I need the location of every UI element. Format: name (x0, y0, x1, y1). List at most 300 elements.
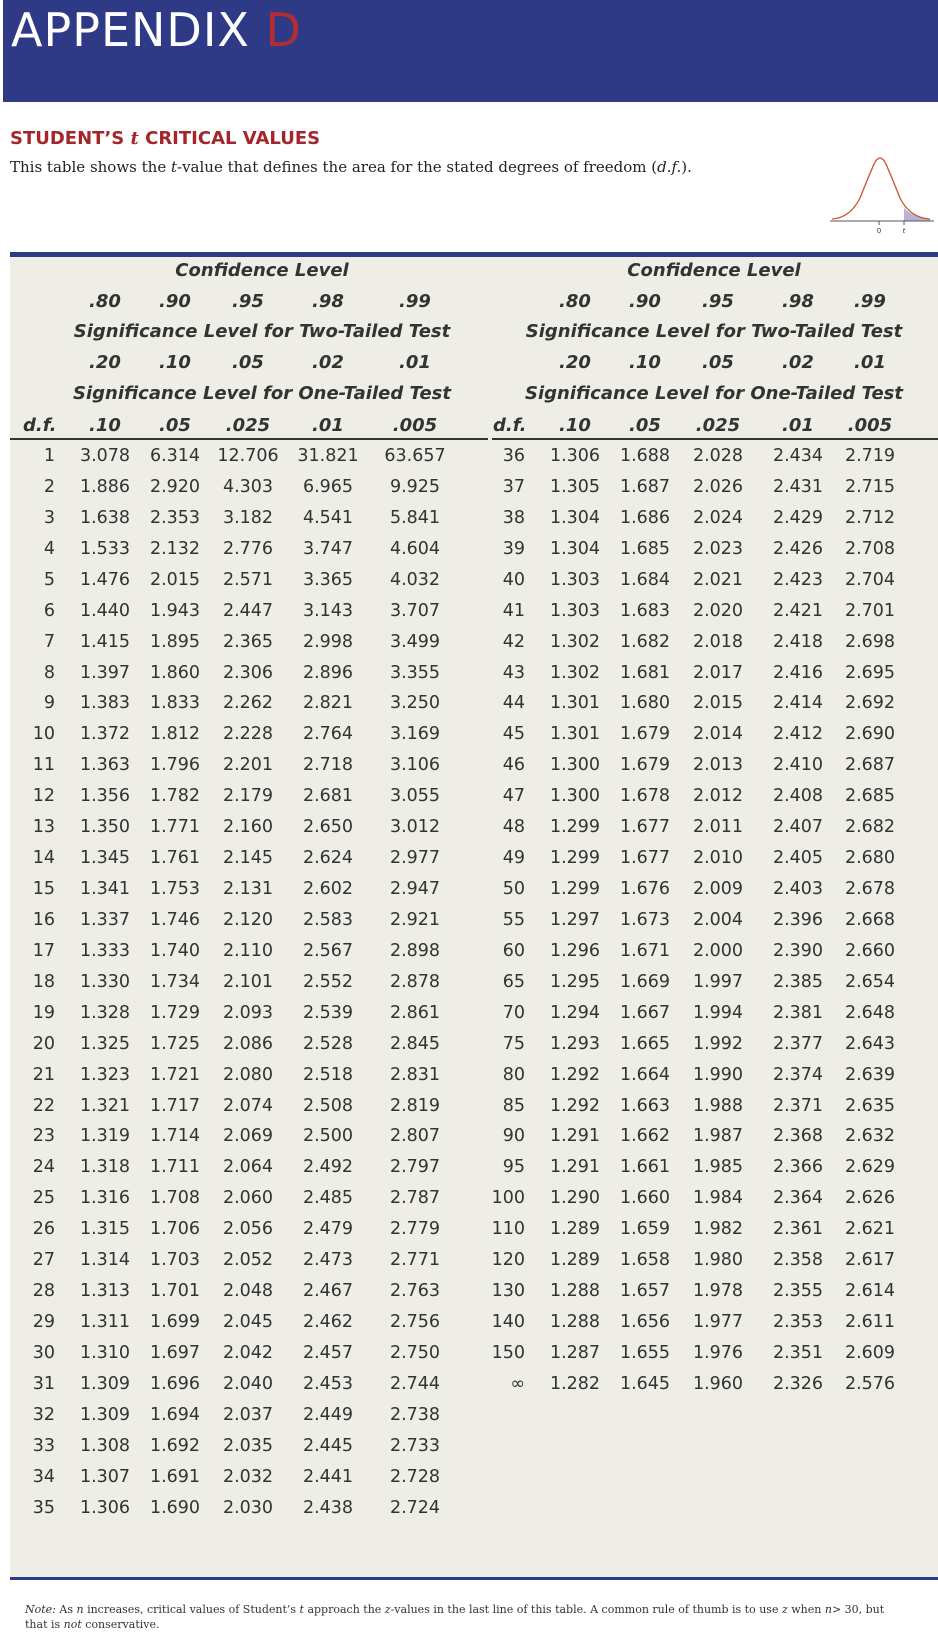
df-value: 45 (502, 724, 525, 745)
table-cell: 2.030 (222, 1497, 274, 1518)
table-cell: 1.306 (79, 1497, 131, 1518)
table-cell: 1.992 (692, 1033, 744, 1054)
table-cell: 1.699 (149, 1312, 201, 1333)
table-cell: 1.300 (549, 786, 601, 807)
table-cell: 2.609 (844, 1342, 896, 1363)
table-cell: 2.718 (302, 755, 354, 776)
table-cell: 1.708 (149, 1188, 201, 1209)
right-two-tailed-value: .02 (782, 352, 814, 373)
table-cell: 2.861 (389, 1002, 441, 1023)
df-value: 90 (502, 1126, 525, 1147)
table-cell: 1.683 (619, 600, 671, 621)
table-cell: 1.319 (79, 1126, 131, 1147)
table-cell: 1.301 (549, 693, 601, 714)
df-value: 80 (502, 1064, 525, 1085)
left-two-tailed-value: .05 (232, 352, 264, 373)
table-cell: 1.721 (149, 1064, 201, 1085)
section-title-t: t (130, 128, 139, 149)
df-value: 7 (43, 631, 55, 652)
table-cell: 2.004 (692, 909, 744, 930)
table-cell: 2.017 (692, 662, 744, 683)
table-cell: 1.978 (692, 1281, 744, 1302)
table-cell: 2.423 (772, 569, 824, 590)
table-cell: 2.093 (222, 1002, 274, 1023)
table-cell: 1.796 (149, 755, 201, 776)
table-cell: 1.984 (692, 1188, 744, 1209)
table-cell: 2.779 (389, 1219, 441, 1240)
table-cell: 2.355 (772, 1281, 824, 1302)
table-cell: 2.845 (389, 1033, 441, 1054)
table-cell: 63.657 (384, 446, 446, 466)
table-cell: 6.314 (149, 446, 201, 466)
df-value: 55 (502, 909, 525, 930)
table-cell: 2.009 (692, 879, 744, 900)
table-cell: 2.639 (844, 1064, 896, 1085)
table-cell: 2.621 (844, 1219, 896, 1240)
table-cell: 2.011 (692, 817, 744, 838)
table-cell: 1.663 (619, 1095, 671, 1116)
table-cell: 3.143 (302, 600, 354, 621)
df-value: 47 (502, 786, 525, 807)
table-cell: 2.763 (389, 1281, 441, 1302)
left-confidence-value: .95 (232, 291, 264, 312)
section-title-post: CRITICAL VALUES (138, 128, 321, 149)
table-cell: 1.860 (149, 662, 201, 683)
table-cell: 2.635 (844, 1095, 896, 1116)
right-one-tailed-value: .005 (847, 415, 893, 436)
table-cell: 2.381 (772, 1002, 824, 1023)
table-cell: 2.821 (302, 693, 354, 714)
table-cell: 2.485 (302, 1188, 354, 1209)
table-cell: 1.307 (79, 1466, 131, 1487)
right-confidence-value: .90 (629, 291, 661, 312)
table-cell: 2.080 (222, 1064, 274, 1085)
table-cell: 2.738 (389, 1404, 441, 1425)
table-cell: 1.645 (619, 1373, 671, 1394)
table-cell: 1.703 (149, 1250, 201, 1271)
table-cell: 2.467 (302, 1281, 354, 1302)
table-cell: 6.965 (302, 476, 354, 497)
table-cell: 2.462 (302, 1312, 354, 1333)
table-cell: 2.508 (302, 1095, 354, 1116)
table-cell: 2.048 (222, 1281, 274, 1302)
df-value: 33 (32, 1435, 55, 1456)
df-value: 48 (502, 817, 525, 838)
df-value: 29 (32, 1312, 55, 1333)
table-cell: 2.715 (844, 476, 896, 497)
table-cell: 2.878 (389, 971, 441, 992)
left-confidence-value: .90 (159, 291, 191, 312)
table-cell: 2.712 (844, 507, 896, 528)
table-cell: 3.182 (222, 507, 274, 528)
table-cell: 2.724 (389, 1497, 441, 1518)
table-cell: 2.632 (844, 1126, 896, 1147)
table-cell: 2.449 (302, 1404, 354, 1425)
table-cell: 2.412 (772, 724, 824, 745)
table-cell: 1.363 (79, 755, 131, 776)
table-cell: 1.299 (549, 879, 601, 900)
table-cell: 4.604 (389, 538, 441, 559)
table-cell: 2.326 (772, 1373, 824, 1394)
table-cell: 3.012 (389, 817, 441, 838)
table-cell: 31.821 (297, 446, 359, 466)
table-cell: 2.629 (844, 1157, 896, 1178)
table-cell: 1.287 (549, 1342, 601, 1363)
left-one-tailed-value: .025 (225, 415, 271, 436)
table-cell: 1.291 (549, 1126, 601, 1147)
table-cell: 1.690 (149, 1497, 201, 1518)
table-cell: 2.539 (302, 1002, 354, 1023)
left-one-tailed-heading: Significance Level for One-Tailed Test (73, 383, 451, 404)
table-cell: 1.682 (619, 631, 671, 652)
table-cell: 1.306 (549, 446, 601, 466)
table-cell: 2.704 (844, 569, 896, 590)
df-value: 34 (32, 1466, 55, 1487)
table-cell: 1.309 (79, 1404, 131, 1425)
table-cell: 2.626 (844, 1188, 896, 1209)
table-cell: 1.679 (619, 724, 671, 745)
df-value: 32 (32, 1404, 55, 1425)
table-cell: 1.313 (79, 1281, 131, 1302)
table-cell: 3.707 (389, 600, 441, 621)
table-cell: 2.695 (844, 662, 896, 683)
table-cell: 2.364 (772, 1188, 824, 1209)
df-value: 1 (43, 446, 55, 466)
table-cell: 1.333 (79, 940, 131, 961)
table-cell: 2.492 (302, 1157, 354, 1178)
right-confidence-value: .80 (559, 291, 591, 312)
table-cell: 2.416 (772, 662, 824, 683)
table-cell: 1.297 (549, 909, 601, 930)
table-cell: 2.898 (389, 940, 441, 961)
table-cell: 1.660 (619, 1188, 671, 1209)
table-cell: 1.895 (149, 631, 201, 652)
table-cell: 1.290 (549, 1188, 601, 1209)
right-one-tailed-value: .01 (782, 415, 814, 436)
table-cell: 2.668 (844, 909, 896, 930)
appendix-title-main: APPENDIX (11, 3, 266, 57)
table-cell: 1.299 (549, 817, 601, 838)
table-cell: 2.358 (772, 1250, 824, 1271)
right-two-tailed-heading: Significance Level for Two-Tailed Test (525, 321, 903, 342)
table-cell: 2.602 (302, 879, 354, 900)
table-cell: 1.303 (549, 569, 601, 590)
table-cell: 1.694 (149, 1404, 201, 1425)
right-df-heading: d.f. (493, 415, 527, 436)
appendix-letter: D (265, 3, 302, 57)
table-cell: 1.638 (79, 507, 131, 528)
table-cell: 2.576 (844, 1373, 896, 1394)
left-one-tailed-value: .01 (312, 415, 344, 436)
table-cell: 1.299 (549, 848, 601, 869)
df-value: 120 (491, 1250, 525, 1271)
table-cell: 1.316 (79, 1188, 131, 1209)
table-cell: 1.761 (149, 848, 201, 869)
table-cell: 2.405 (772, 848, 824, 869)
table-cell: 2.764 (302, 724, 354, 745)
table-cell: 1.673 (619, 909, 671, 930)
table-cell: 2.807 (389, 1126, 441, 1147)
table-cell: 2.021 (692, 569, 744, 590)
table-cell: 1.397 (79, 662, 131, 683)
table-cell: 2.408 (772, 786, 824, 807)
table-cell: 2.015 (149, 569, 201, 590)
table-cell: 1.289 (549, 1250, 601, 1271)
right-confidence-value: .98 (782, 291, 814, 312)
df-value: 20 (32, 1033, 55, 1054)
right-two-tailed-value: .10 (629, 352, 661, 373)
table-cell: 2.366 (772, 1157, 824, 1178)
left-one-tailed-value: .10 (89, 415, 121, 436)
df-value: 2 (43, 476, 55, 497)
table-cell: 1.440 (79, 600, 131, 621)
table-cell: 9.925 (389, 476, 441, 497)
table-cell: 1.725 (149, 1033, 201, 1054)
table-cell: 1.943 (149, 600, 201, 621)
appendix-banner (3, 0, 938, 102)
table-cell: 1.325 (79, 1033, 131, 1054)
df-value: 42 (502, 631, 525, 652)
table-cell: 2.120 (222, 909, 274, 930)
df-value: 130 (491, 1281, 525, 1302)
table-cell: 3.365 (302, 569, 354, 590)
table-cell: 1.688 (619, 446, 671, 466)
left-confidence-level-heading: Confidence Level (175, 260, 349, 281)
table-cell: 2.744 (389, 1373, 441, 1394)
table-cell: 1.746 (149, 909, 201, 930)
table-cell: 2.013 (692, 755, 744, 776)
table-cell: 1.321 (79, 1095, 131, 1116)
table-cell: 1.655 (619, 1342, 671, 1363)
table-cell: 2.733 (389, 1435, 441, 1456)
table-cell: 1.686 (619, 507, 671, 528)
table-cell: 2.014 (692, 724, 744, 745)
df-value: 17 (32, 940, 55, 961)
table-cell: 1.300 (549, 755, 601, 776)
table-cell: 3.250 (389, 693, 441, 714)
distribution-curve (832, 158, 930, 219)
table-cell: 1.684 (619, 569, 671, 590)
table-cell: 2.750 (389, 1342, 441, 1363)
table-cell: 1.415 (79, 631, 131, 652)
table-cell: 2.896 (302, 662, 354, 683)
table-cell: 1.782 (149, 786, 201, 807)
table-cell: 2.921 (389, 909, 441, 930)
t-distribution-figure (830, 150, 934, 236)
left-two-tailed-value: .01 (399, 352, 431, 373)
table-cell: 1.656 (619, 1312, 671, 1333)
table-cell: 4.541 (302, 507, 354, 528)
table-cell: 1.288 (549, 1312, 601, 1333)
table-cell: 2.583 (302, 909, 354, 930)
table-cell: 2.756 (389, 1312, 441, 1333)
table-cell: 1.293 (549, 1033, 601, 1054)
table-cell: 3.747 (302, 538, 354, 559)
table-cell: 2.060 (222, 1188, 274, 1209)
df-value: 12 (32, 786, 55, 807)
section-title-pre: STUDENT’S (10, 128, 131, 149)
table-cell: 1.356 (79, 786, 131, 807)
table-cell: 1.661 (619, 1157, 671, 1178)
df-value: 23 (32, 1126, 55, 1147)
table-cell: 2.351 (772, 1342, 824, 1363)
table-cell: 2.000 (692, 940, 744, 961)
table-cell: 2.500 (302, 1126, 354, 1147)
intro-post: ). (681, 158, 692, 176)
left-confidence-value: .99 (399, 291, 431, 312)
table-cell: 2.228 (222, 724, 274, 745)
table-cell: 1.833 (149, 693, 201, 714)
table-cell: 1.687 (619, 476, 671, 497)
table-cell: 1.985 (692, 1157, 744, 1178)
table-cell: 1.289 (549, 1219, 601, 1240)
table-cell: 1.295 (549, 971, 601, 992)
table-cell: 1.304 (549, 507, 601, 528)
table-cell: 2.650 (302, 817, 354, 838)
table-cell: 2.032 (222, 1466, 274, 1487)
df-value: 140 (491, 1312, 525, 1333)
table-cell: 1.990 (692, 1064, 744, 1085)
table-cell: 1.664 (619, 1064, 671, 1085)
table-cell: 1.330 (79, 971, 131, 992)
df-value: 15 (32, 879, 55, 900)
table-cell: 2.685 (844, 786, 896, 807)
right-one-tailed-value: .05 (629, 415, 661, 436)
table-cell: 1.669 (619, 971, 671, 992)
table-cell: 1.302 (549, 662, 601, 683)
right-two-tailed-value: .01 (854, 352, 886, 373)
df-value: 18 (32, 971, 55, 992)
table-cell: 2.708 (844, 538, 896, 559)
table-cell: 2.410 (772, 755, 824, 776)
df-value: 9 (43, 693, 55, 714)
table-cell: 1.282 (549, 1373, 601, 1394)
right-confidence-level-heading: Confidence Level (627, 260, 801, 281)
table-cell: 1.350 (79, 817, 131, 838)
table-cell: 1.988 (692, 1095, 744, 1116)
table-cell: 1.301 (549, 724, 601, 745)
table-cell: 2.977 (389, 848, 441, 869)
df-value: 21 (32, 1064, 55, 1085)
table-cell: 2.374 (772, 1064, 824, 1085)
right-one-tailed-value: .025 (695, 415, 741, 436)
df-value: 10 (32, 724, 55, 745)
critical-values-table (10, 252, 938, 1580)
table-cell: 1.308 (79, 1435, 131, 1456)
table-cell: 2.201 (222, 755, 274, 776)
table-cell: 2.042 (222, 1342, 274, 1363)
table-cell: 2.024 (692, 507, 744, 528)
table-cell: 2.377 (772, 1033, 824, 1054)
right-confidence-value: .95 (702, 291, 734, 312)
table-cell: 2.453 (302, 1373, 354, 1394)
table-cell: 1.288 (549, 1281, 601, 1302)
table-cell: 1.886 (79, 476, 131, 497)
df-value: 26 (32, 1219, 55, 1240)
df-value: 31 (32, 1373, 55, 1394)
table-cell: 2.648 (844, 1002, 896, 1023)
axis-label-zero: 0 (876, 227, 882, 235)
table-cell: 2.035 (222, 1435, 274, 1456)
intro-mid: -value that defines the area for the stated degrees of freedom ( (177, 158, 658, 176)
df-value: 150 (491, 1342, 525, 1363)
table-cell: 2.390 (772, 940, 824, 961)
table-cell: 1.657 (619, 1281, 671, 1302)
table-cell: 1.681 (619, 662, 671, 683)
table-cell: 2.528 (302, 1033, 354, 1054)
df-value: 16 (32, 909, 55, 930)
df-value: 22 (32, 1095, 55, 1116)
table-cell: 2.552 (302, 971, 354, 992)
table-cell: 2.776 (222, 538, 274, 559)
table-cell: 1.304 (549, 538, 601, 559)
table-cell: 2.074 (222, 1095, 274, 1116)
table-cell: 1.310 (79, 1342, 131, 1363)
right-header-rule (492, 438, 938, 440)
table-cell: 1.771 (149, 817, 201, 838)
df-value: 95 (502, 1157, 525, 1178)
table-cell: 2.045 (222, 1312, 274, 1333)
table-cell: 2.431 (772, 476, 824, 497)
table-cell: 2.365 (222, 631, 274, 652)
df-value: 60 (502, 940, 525, 961)
table-cell: 1.677 (619, 848, 671, 869)
table-cell: 1.318 (79, 1157, 131, 1178)
df-value: 27 (32, 1250, 55, 1271)
table-cell: 1.711 (149, 1157, 201, 1178)
table-cell: 1.676 (619, 879, 671, 900)
table-cell: 1.685 (619, 538, 671, 559)
left-confidence-value: .80 (89, 291, 121, 312)
table-cell: 1.305 (549, 476, 601, 497)
table-cell: 2.145 (222, 848, 274, 869)
df-value: 46 (502, 755, 525, 776)
table-cell: 1.697 (149, 1342, 201, 1363)
df-value: 28 (32, 1281, 55, 1302)
table-cell: 3.499 (389, 631, 441, 652)
table-cell: 5.841 (389, 507, 441, 528)
table-cell: 1.662 (619, 1126, 671, 1147)
table-cell: 2.353 (772, 1312, 824, 1333)
df-value: 100 (491, 1188, 525, 1209)
left-df-heading: d.f. (23, 415, 57, 436)
table-cell: 1.315 (79, 1219, 131, 1240)
table-cell: 2.064 (222, 1157, 274, 1178)
table-cell: 2.028 (692, 446, 744, 466)
df-value: 38 (502, 507, 525, 528)
table-cell: 2.414 (772, 693, 824, 714)
left-two-tailed-heading: Significance Level for Two-Tailed Test (73, 321, 451, 342)
table-cell: 2.441 (302, 1466, 354, 1487)
table-cell: 2.110 (222, 940, 274, 961)
table-cell: 2.998 (302, 631, 354, 652)
table-cell: 1.740 (149, 940, 201, 961)
table-cell: 2.037 (222, 1404, 274, 1425)
table-cell: 2.361 (772, 1219, 824, 1240)
table-cell: 1.383 (79, 693, 131, 714)
table-cell: 2.681 (302, 786, 354, 807)
table-cell: 2.306 (222, 662, 274, 683)
table-cell: 2.692 (844, 693, 896, 714)
table-cell: 2.457 (302, 1342, 354, 1363)
table-cell: 2.617 (844, 1250, 896, 1271)
table-cell: 1.812 (149, 724, 201, 745)
right-two-tailed-value: .05 (702, 352, 734, 373)
note-label: Note: (25, 1603, 56, 1616)
left-two-tailed-value: .10 (159, 352, 191, 373)
table-cell: 2.719 (844, 446, 896, 466)
df-value: 44 (502, 693, 525, 714)
